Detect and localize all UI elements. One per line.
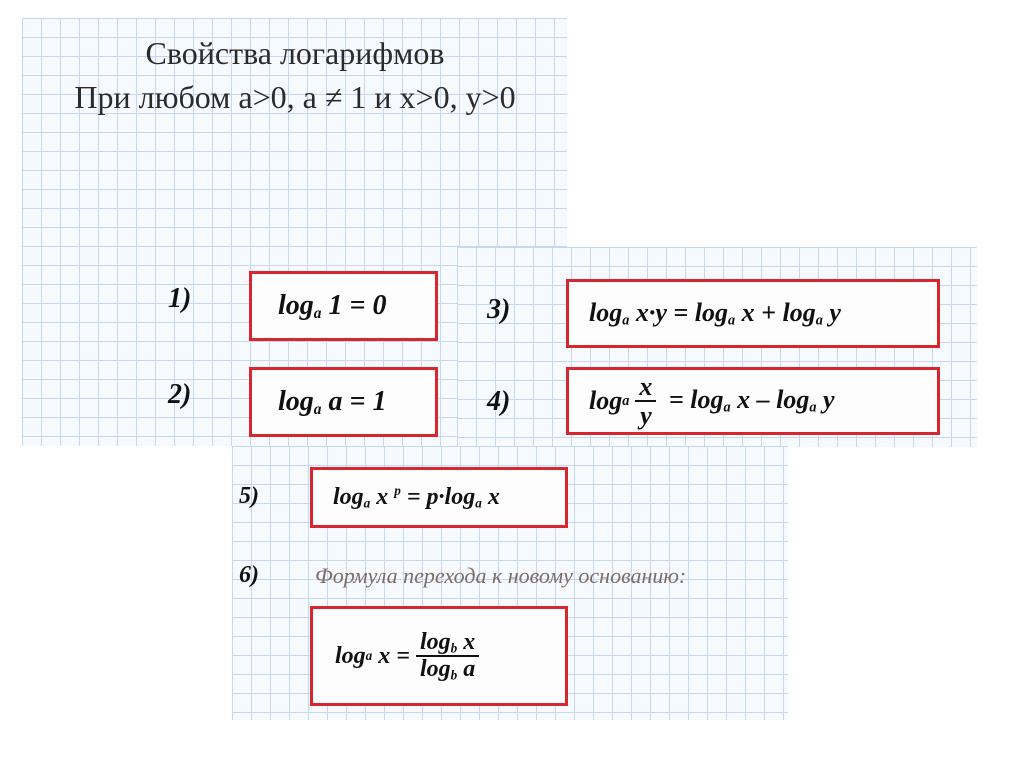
property-number-4: 4) [487,386,511,417]
property-number-6: 6) [239,562,259,588]
property-box-2 [249,367,438,437]
property-box-6 [310,606,568,706]
property-box-1 [249,271,438,341]
page-title: Свойства логарифмов [145,35,445,71]
formula-1: $\log_a 1 = 0$ [278,289,387,322]
condition-text: При любом a>0, a ≠ 1 и x>0, y>0 [74,79,516,115]
fraction-base-change: $\frac{\log_b x}{\log_b a}$ [416,630,479,682]
property-number-3: 3) [487,294,511,325]
property-box-3 [566,279,940,348]
property-number-2: 2) [168,379,192,410]
property-number-5: 5) [239,483,259,509]
fraction-x-over-y: $\frac{x}{y}$ [635,373,656,430]
formula-2: $\log_a a = 1$ [278,385,387,418]
formula-6: log a x = $\frac{\log_b x}{\log_b a}$ [335,630,479,682]
property-number-1: 1) [168,283,192,314]
formula-4: log a $\frac{x}{y}$ = $\log_a x - \log_a y$ [589,371,835,430]
base-change-note: Формула перехода к новому основанию: [315,563,687,588]
formula-3: $\log_a x\cdot y = \log_a x + \log_a y$ [589,297,841,329]
property-box-5 [310,467,568,528]
property-box-4 [566,367,940,435]
formula-5: $\log_a x$ $^p = p\cdot\log_a$ x [333,483,500,511]
